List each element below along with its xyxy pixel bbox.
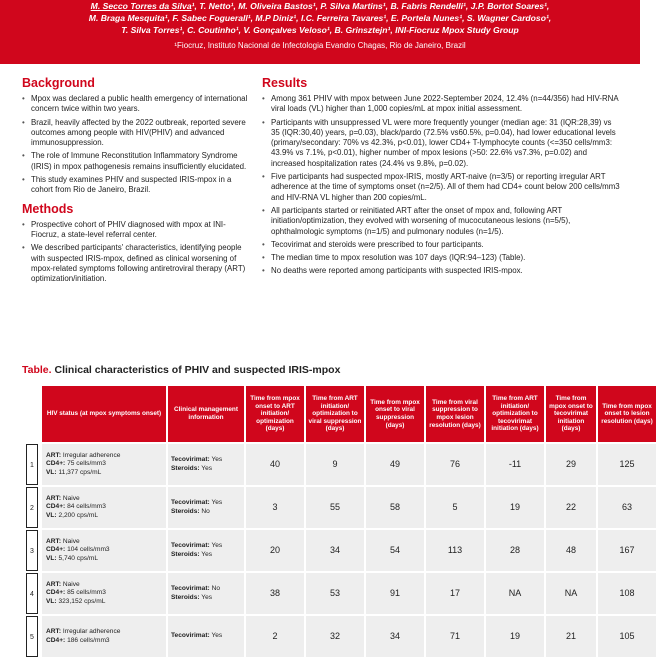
results-item: • All participants started or reinitiated ART after the onset of mpox and, following ART initiation/optimization, they evolved with worsening of mucocutaneous lesions (n=5/5), ophthalmologic symptoms (n=1/5) and pulmonary nodules (n=1/5). — [262, 206, 622, 237]
col-header: Time from ART initiation/ optimization to tecovirimat initiation (days) — [486, 386, 544, 442]
value-cell: 91 — [366, 573, 424, 614]
value-cell: 71 — [426, 616, 484, 657]
value-cell: 28 — [486, 530, 544, 571]
hiv-status-cell: ART: Naive CD4+: 85 cells/mm3 VL: 323,152 cps/mL — [42, 573, 166, 614]
hiv-status-cell: ART: Irregular adherence CD4+: 75 cells/mm3 VL: 11,377 cps/mL — [42, 444, 166, 485]
row-index: 2 — [24, 487, 40, 528]
table-row — [24, 444, 656, 485]
author-line-1: M. Secco Torres da Silva¹, T. Netto¹, M. Oliveira Bastos¹, P. Silva Martins¹, B. Fabris Rendelli¹, J.P. Bortot Soares¹, — [90, 1, 550, 11]
row-index: 1 — [24, 444, 40, 485]
value-cell: 125 — [598, 444, 656, 485]
value-cell: 54 — [366, 530, 424, 571]
background-item: • This study examines PHIV and suspected IRIS-mpox in a cohort from Rio de Janeiro, Brazil. — [22, 175, 252, 196]
col-header: Time from viral suppression to mpox lesion resolution (days) — [426, 386, 484, 442]
col-header: Time from mpox onset to viral suppression (days) — [366, 386, 424, 442]
value-cell: 17 — [426, 573, 484, 614]
author-line-2: M. Braga Mesquita¹, F. Sabec Foguerall¹, M.P Diniz¹, I.C. Ferreira Tavares¹, E. Portela Nunes¹, S. Wagner Cardoso¹, — [88, 13, 552, 23]
background-heading: Background — [22, 76, 95, 90]
row-index: 3 — [24, 530, 40, 571]
right-column — [262, 76, 622, 280]
results-item: • No deaths were reported among participants with suspected IRIS-mpox. — [262, 266, 622, 276]
table-title: Table. Clinical characteristics of PHIV and suspected IRIS-mpox — [22, 364, 341, 376]
methods-item: • Prospective cohort of PHIV diagnosed with mpox at INI-Fiocruz, a state-level referral center. — [22, 220, 252, 241]
management-cell: Tecovirimat: No Steroids: Yes — [168, 573, 244, 614]
results-item: • Participants with unsuppressed VL were more frequently younger (median age: 31 (IQR:28,39) vs 35 (IQR:30,40) years, p=0.03), black/pardo (72.5% vs60.5%, p=0.04), had lower educational levels (primary/secondary: 70% vs 42.3%, p<0.01), lower CD4+ T-lymphocyte counts (<=350 cells/mm3: 43.9% vs 7.1%, p<0.01), higher number of mpox lesions (>50: 22.6% vs7.3%, p=0.02) and increased hospitalization rates (24.4% vs 9.8%, p=0.02). — [262, 118, 622, 169]
value-cell: NA — [546, 573, 596, 614]
results-heading: Results — [262, 76, 308, 90]
hiv-status-cell: ART: Naive CD4+: 104 cells/mm3 VL: 5,740 cps/mL — [42, 530, 166, 571]
table-row — [24, 616, 656, 657]
clinical-table — [22, 384, 658, 659]
results-item: • Tecovirimat and steroids were prescribed to four participants. — [262, 240, 622, 250]
value-cell: 105 — [598, 616, 656, 657]
col-header: Time from mpox onset to ART initiation/ optimization (days) — [246, 386, 304, 442]
results-item: • Among 361 PHIV with mpox between June 2022-September 2024, 12.4% (n=44/356) had HIV-RNA viral loads (VL) higher than 1,000 copies/mL at mpox initial assessment. — [262, 94, 622, 115]
methods-heading: Methods — [22, 201, 74, 216]
value-cell: 21 — [546, 616, 596, 657]
value-cell: 22 — [546, 487, 596, 528]
value-cell: 3 — [246, 487, 304, 528]
value-cell: 48 — [546, 530, 596, 571]
table-header-row — [24, 386, 656, 442]
table-row — [24, 573, 656, 614]
value-cell: 29 — [546, 444, 596, 485]
col-header: HIV status (at mpox symptoms onset) — [42, 386, 166, 442]
value-cell: 5 — [426, 487, 484, 528]
value-cell: 38 — [246, 573, 304, 614]
col-header: Time from ART initiation/ optimization to viral suppression (days) — [306, 386, 364, 442]
value-cell: 53 — [306, 573, 364, 614]
management-cell: Tecovirimat: Yes Steroids: No — [168, 487, 244, 528]
results-list — [262, 94, 622, 277]
col-header: Time from mpox onset to tecovirimat initiation (days) — [546, 386, 596, 442]
background-item: • The role of Immune Reconstitution Inflammatory Syndrome (IRIS) in mpox pathogenesis remains insufficiently elucidated. — [22, 151, 252, 172]
value-cell: 76 — [426, 444, 484, 485]
management-cell: Tecovirimat: Yes — [168, 616, 244, 657]
value-cell: 40 — [246, 444, 304, 485]
table-row — [24, 530, 656, 571]
background-list — [22, 94, 252, 196]
value-cell: -11 — [486, 444, 544, 485]
value-cell: 34 — [366, 616, 424, 657]
value-cell: 49 — [366, 444, 424, 485]
methods-list — [22, 220, 252, 285]
value-cell: 55 — [306, 487, 364, 528]
hiv-status-cell: ART: Naive CD4+: 84 cells/mm3 VL: 2,200 cps/mL — [42, 487, 166, 528]
affiliation: ¹Fiocruz, Instituto Nacional de Infectologia Evandro Chagas, Rio de Janeiro, Brazil — [174, 41, 466, 50]
author-line-3: T. Silva Torres¹, C. Coutinho¹, V. Gonçalves Veloso¹, B. Grinsztejn¹, INI-Fiocruz Mpox Study Group — [121, 25, 519, 35]
management-cell: Tecovirimat: Yes Steroids: Yes — [168, 444, 244, 485]
value-cell: 167 — [598, 530, 656, 571]
value-cell: 9 — [306, 444, 364, 485]
value-cell: 19 — [486, 616, 544, 657]
methods-item: • We described participants' characteristics, identifying people with suspected IRIS-mpox, defined as clinical worsening of mpox-related symptoms following antiretroviral therapy (ART) optimization/initiation. — [22, 243, 252, 284]
left-column — [22, 76, 252, 287]
author-list — [0, 0, 640, 36]
value-cell: 58 — [366, 487, 424, 528]
table-row — [24, 487, 656, 528]
value-cell: 34 — [306, 530, 364, 571]
value-cell: 20 — [246, 530, 304, 571]
value-cell: 108 — [598, 573, 656, 614]
background-item: • Mpox was declared a public health emergency of international concern twice within two years. — [22, 94, 252, 115]
value-cell: 19 — [486, 487, 544, 528]
results-item: • The median time to mpox resolution was 107 days (IQR:94–123) (Table). — [262, 253, 622, 263]
value-cell: 32 — [306, 616, 364, 657]
value-cell: NA — [486, 573, 544, 614]
index-header — [24, 386, 40, 442]
value-cell: 2 — [246, 616, 304, 657]
row-index: 5 — [24, 616, 40, 657]
row-index: 4 — [24, 573, 40, 614]
management-cell: Tecovirimat: Yes Steroids: Yes — [168, 530, 244, 571]
col-header: Clinical management information — [168, 386, 244, 442]
results-item: • Five participants had suspected mpox-IRIS, mostly ART-naive (n=3/5) or reporting irregular ART adherence at the time of symptoms onset (n=2/5). All of them had CD4+ count below 200 cells/mm3 and HIV-RNA VL higher than 200 copies/mL. — [262, 172, 622, 203]
value-cell: 63 — [598, 487, 656, 528]
col-header: Time from mpox onset to lesion resolution (days) — [598, 386, 656, 442]
value-cell: 113 — [426, 530, 484, 571]
background-item: • Brazil, heavily affected by the 2022 outbreak, reported severe outcomes among people with HIV(PHIV) and advanced immunosuppression. — [22, 118, 252, 149]
hiv-status-cell: ART: Irregular adherence CD4+: 186 cells/mm3 — [42, 616, 166, 657]
